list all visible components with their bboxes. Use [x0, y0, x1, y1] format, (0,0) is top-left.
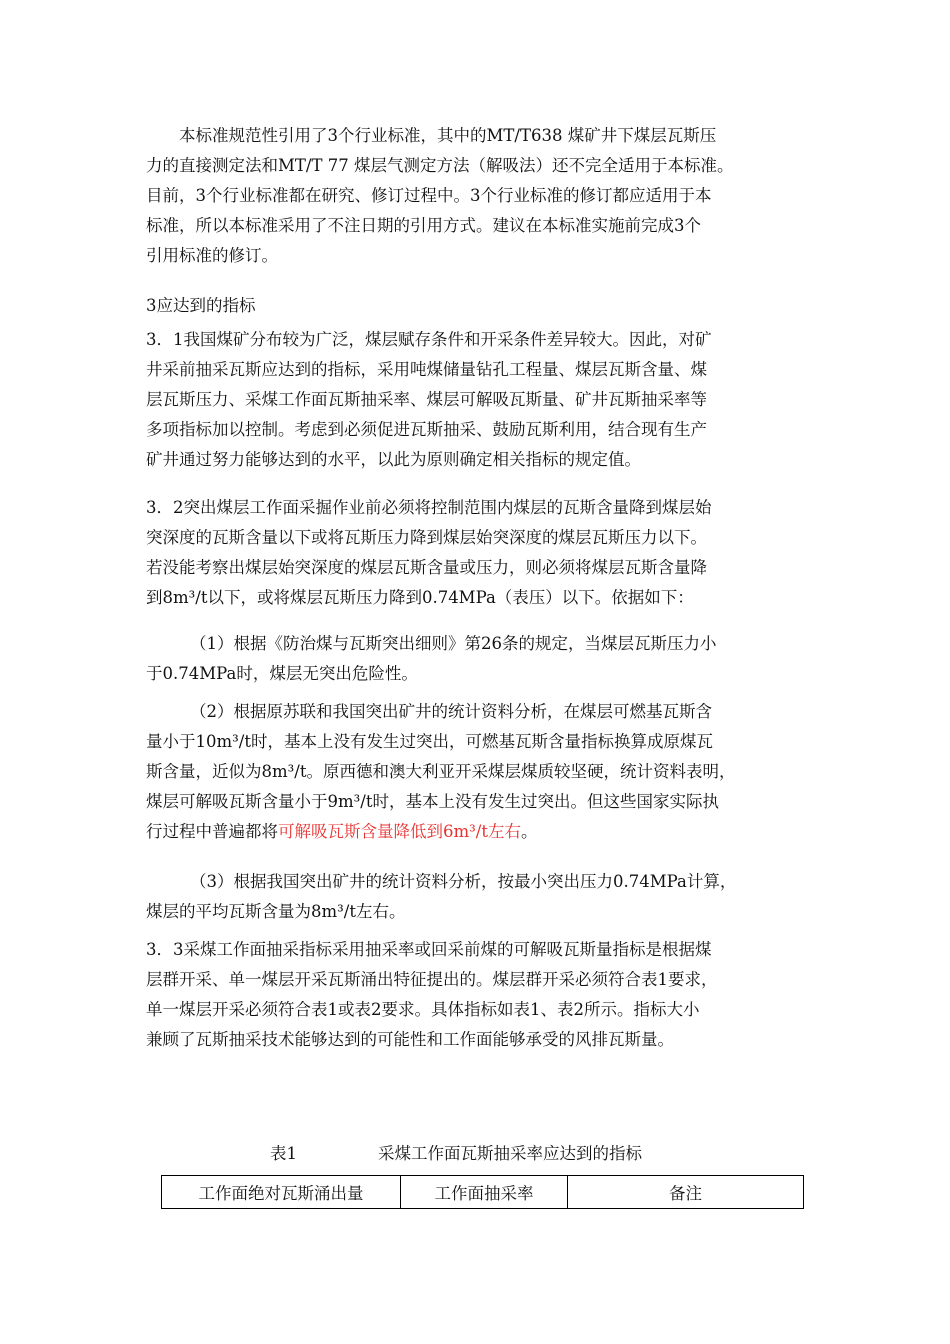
text-line: 引用标准的修订。	[146, 246, 278, 265]
text-line: 层群开采、单一煤层开采瓦斯涌出特征提出的。煤层群开采必须符合表1要求，	[146, 970, 718, 989]
text-line: （3）根据我国突出矿井的统计资料分析，按最小突出压力0.74MPa计算，	[190, 872, 737, 891]
extraction-rate-table	[161, 1175, 804, 1209]
text-line: 量小于10m³/t时，基本上没有发生过突出，可燃基瓦斯含量指标换算成原煤瓦	[146, 732, 713, 751]
text-line: 于0.74MPa时，煤层无突出危险性。	[146, 664, 418, 683]
highlighted-text: 可解吸瓦斯含量降低到6m³/t左右	[278, 822, 521, 841]
text-line: 若没能考察出煤层始突深度的煤层瓦斯含量或压力，则必须将煤层瓦斯含量降	[146, 558, 707, 577]
heading-text: 3应达到的指标	[146, 296, 256, 315]
text-line: 突深度的瓦斯含量以下或将瓦斯压力降到煤层始突深度的煤层瓦斯压力以下。	[146, 528, 707, 547]
basis-item-1	[146, 629, 806, 689]
text-line: 斯含量，近似为8m³/t。原西德和澳大利亚开采煤层煤质较坚硬，统计资料表明，	[146, 762, 736, 781]
table-caption	[0, 1140, 950, 1168]
text-line: 矿井通过努力能够达到的水平，以此为原则确定相关指标的规定值。	[146, 450, 641, 469]
text-line: 本标准规范性引用了3个行业标准，其中的MT/T638 煤矿井下煤层瓦斯压	[179, 126, 717, 145]
clause-3-2	[146, 493, 806, 613]
basis-item-2	[146, 697, 806, 847]
text-line: 到8m³/t以下，或将煤层瓦斯压力降到0.74MPa（表压）以下。依据如下：	[146, 588, 694, 607]
table-title: 采煤工作面瓦斯抽采率应达到的指标	[378, 1144, 642, 1163]
text-line: 煤层可解吸瓦斯含量小于9m³/t时，基本上没有发生过突出。但这些国家实际执	[146, 792, 719, 811]
text-line: 3．3采煤工作面抽采指标采用抽采率或回采前煤的可解吸瓦斯量指标是根据煤	[146, 940, 712, 959]
text-line: 井采前抽采瓦斯应达到的指标，采用吨煤储量钻孔工程量、煤层瓦斯含量、煤	[146, 360, 707, 379]
text-segment: 行过程中普遍都将	[146, 822, 278, 841]
column-header: 备注	[568, 1176, 804, 1209]
text-line: 煤层的平均瓦斯含量为8m³/t左右。	[146, 902, 406, 921]
basis-item-3	[146, 867, 806, 927]
text-line: 3．1我国煤矿分布较为广泛，煤层赋存条件和开采条件差异较大。因此，对矿	[146, 330, 712, 349]
text-line: 多项指标加以控制。考虑到必须促进瓦斯抽采、鼓励瓦斯利用，结合现有生产	[146, 420, 707, 439]
text-line: 单一煤层开采必须符合表1或表2要求。具体指标如表1、表2所示。指标大小	[146, 1000, 700, 1019]
text-line: 力的直接测定法和MT/T 77 煤层气测定方法（解吸法）还不完全适用于本标准。	[146, 156, 734, 175]
section-heading	[146, 291, 806, 321]
intro-paragraph	[146, 121, 806, 271]
text-line: 层瓦斯压力、采煤工作面瓦斯抽采率、煤层可解吸瓦斯量、矿井瓦斯抽采率等	[146, 390, 707, 409]
text-line: 标准，所以本标准采用了不注日期的引用方式。建议在本标准实施前完成3个	[146, 216, 701, 235]
text-line: 目前，3个行业标准都在研究、修订过程中。3个行业标准的修订都应适用于本	[146, 186, 712, 205]
table-number: 表1	[270, 1144, 297, 1163]
text-line: 兼顾了瓦斯抽采技术能够达到的可能性和工作面能够承受的风排瓦斯量。	[146, 1030, 674, 1049]
clause-3-1	[146, 325, 806, 475]
clause-3-3	[146, 935, 806, 1055]
column-header: 工作面抽采率	[401, 1176, 568, 1209]
column-header: 工作面绝对瓦斯涌出量	[162, 1176, 401, 1209]
text-line: （2）根据原苏联和我国突出矿井的统计资料分析，在煤层可燃基瓦斯含	[190, 702, 712, 721]
text-line	[146, 817, 806, 847]
text-line: （1）根据《防治煤与瓦斯突出细则》第26条的规定，当煤层瓦斯压力小	[190, 634, 717, 653]
text-line: 3．2突出煤层工作面采掘作业前必须将控制范围内煤层的瓦斯含量降到煤层始	[146, 498, 712, 517]
table-header-row	[162, 1176, 804, 1209]
text-segment: 。	[520, 822, 538, 841]
